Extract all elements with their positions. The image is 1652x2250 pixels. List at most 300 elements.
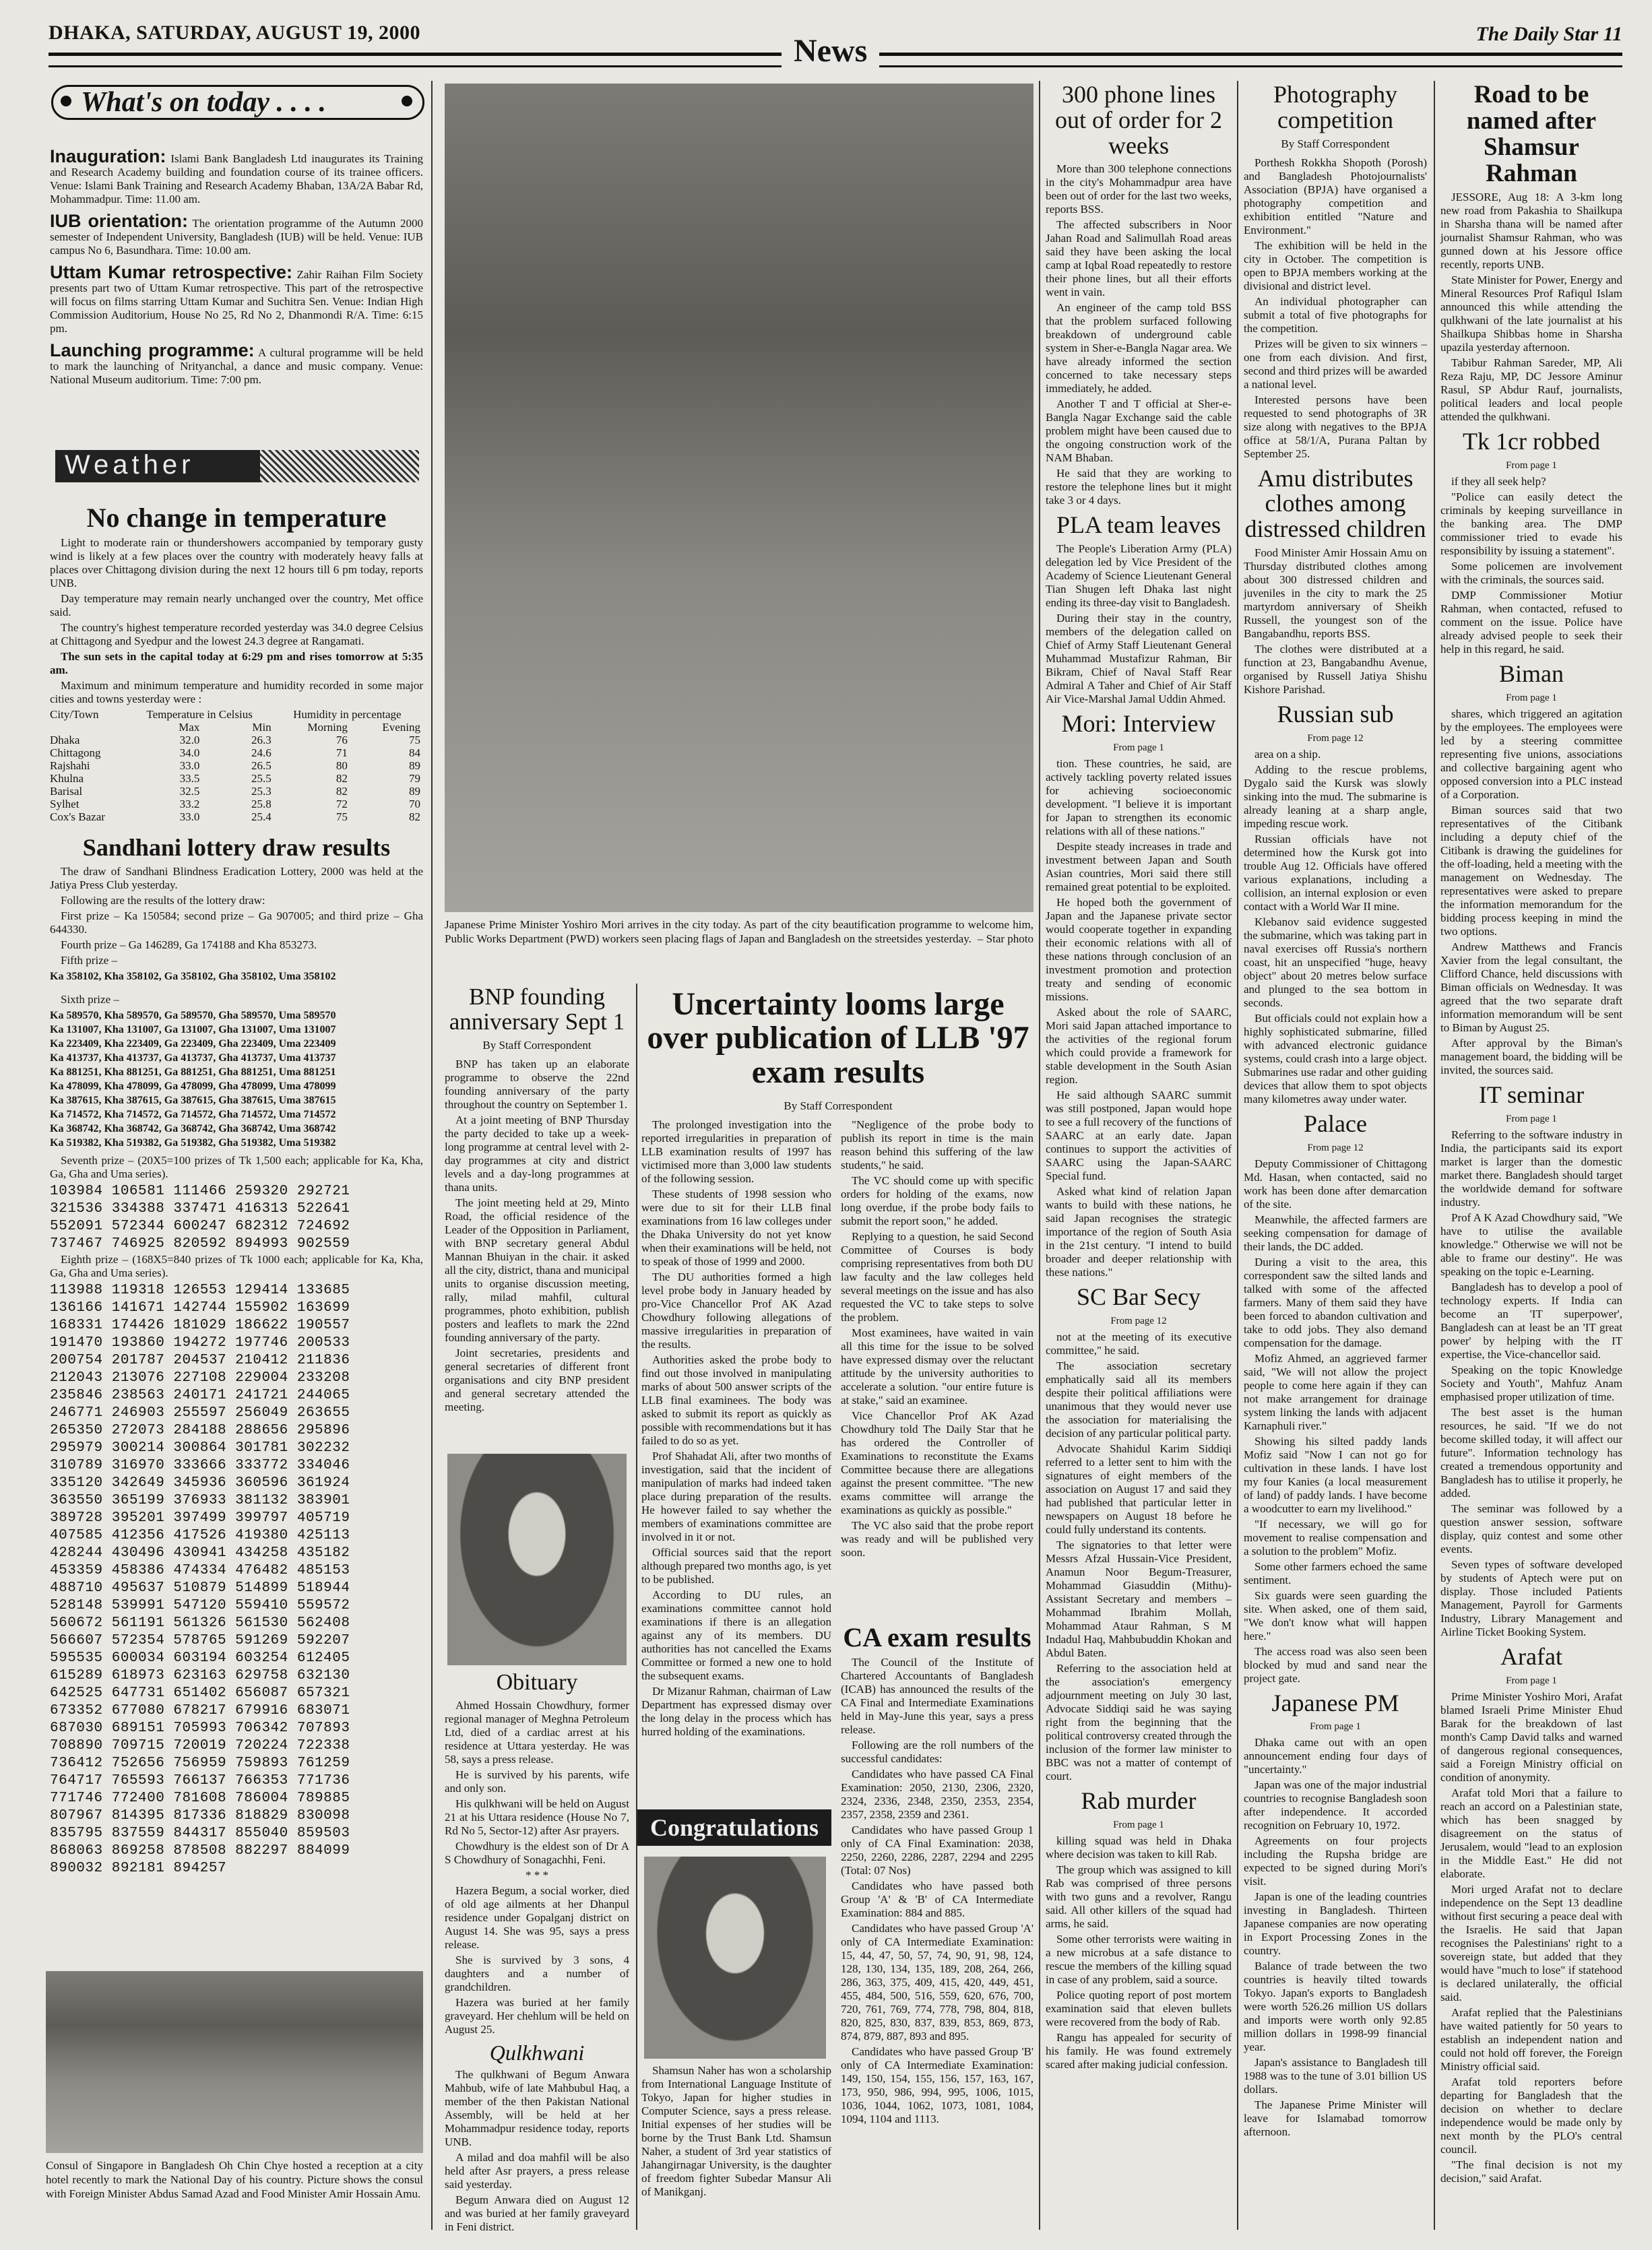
russian-sub-headline: Russian sub	[1277, 700, 1394, 728]
paragraph: The People's Liberation Army (PLA) delegation led by Vice President of the Academy of Science Lieutenant General Tian Shugen left Dhaka last night ending its three-day visit to Bangladesh.	[1046, 542, 1232, 610]
paragraph: Japan was one of the major industrial countries to recognise Bangladesh soon after independence. It accorded recognition on February 10, 1972.	[1244, 1778, 1427, 1832]
paragraph: Shamsun Naher has won a scholarship from International Language Institute of Tokyo, Japan for higher studies in Computer Science, says a press release. Initial expenses of her studies will be borne by the Trust Bank Ltd. Shamsun Naher, a student of 3rd year statistics of Jahangirnagar University, is the daughter of freedom fighter Subedar Mansur Ali of Manikganj.	[641, 2064, 831, 2198]
photo-credit: – Star photo	[977, 932, 1034, 945]
section-title: News	[782, 32, 879, 69]
weather-cell: 80	[336, 759, 348, 772]
weather-cell: Rajshahi	[50, 759, 90, 772]
eighth-label: Eighth prize – (168X5=840 prizes of Tk 1000 each; applicable for Ka, Kha, Ga, Gha and Uma series).	[50, 1252, 423, 1279]
paragraph: Balance of trade between the two countries is heavily tilted towards Tokyo. Japan's exports to Bangladesh were worth 526.26 million US dollars and imports were worth only 92.85 million dollars in 1998-99 financial year.	[1244, 1960, 1427, 2054]
whats-on-title: What's on today . . . .	[81, 87, 327, 118]
prize-number-row: Ka 519382, Kha 519382, Ga 519382, Gha 519382, Uma 519382	[50, 1136, 336, 1149]
paragraph: State Minister for Power, Energy and Mineral Resources Prof Rafiqul Islam announced this while attending the qulkhwani of the late journalist at his Shailkupa Shibbas home in Sharsha upazila yesterday afternoon.	[1440, 274, 1622, 354]
lottery-headline: Sandhani lottery draw results	[82, 834, 391, 861]
paragraph: He said although SAARC summit was still postponed, Japan would hope to see a full recovery of the functions of SAARC at an early date. Japan continues to support the activities of SAARC using the Japan-SAARC Special fund.	[1046, 1088, 1232, 1182]
sub-morning: Morning	[307, 721, 348, 734]
lottery-story	[50, 835, 423, 1960]
jump-line: From page 12	[1307, 732, 1364, 744]
paragraph: Referring to the association held at the association's emergency adjournment meeting on July 30 last, Advocate Siddiqi said he was saying right from the beginning that the political controversy created through the inclusion of the former law minister to BBC was not a matter of contempt of court.	[1046, 1661, 1232, 1782]
paragraph: tion. These countries, he said, are actively tackling poverty related issues for achieving socioeconomic development. "I believe it is important for Japan to strengthen its economic relations with all of these nations."	[1046, 757, 1232, 837]
item-label: Uttam Kumar retrospective:	[50, 262, 293, 282]
col-temp: Temperature in Celsius	[146, 708, 253, 721]
japanese-pm-headline: Japanese PM	[1271, 1689, 1399, 1716]
prize-number-row: Ka 881251, Kha 881251, Ga 881251, Gha 881251, Uma 881251	[50, 1066, 336, 1078]
paragraph: After approval by the Biman's management board, the bidding will be invited, the sources said.	[1440, 1036, 1622, 1076]
paragraph: Arafat told Mori that a failure to reach an accord on a Palestinian state, which has been snagged by disagreement on the status of Jerusalem, would "lead to an explosion in the Middle East." He did not elaborate.	[1440, 1786, 1622, 1880]
column-five	[1244, 82, 1427, 2231]
llb-byline: By Staff Correspondent	[784, 1099, 893, 1112]
paragraph: Prime Minister Yoshiro Mori, Arafat blamed Israeli Prime Minister Ehud Barak for the breakdown of last month's Camp David talks and warned of dangerous regional consequences, said a Foreign Ministry official on condition of anonymity.	[1440, 1690, 1622, 1784]
jump-line: From page 1	[1506, 692, 1557, 703]
paragraph: Prizes will be given to six winners – one from each division. And first, second and third prizes will be awarded a national level.	[1244, 337, 1427, 391]
prize-number-row: 560672 561191 561326 561530 562408	[50, 1615, 350, 1631]
paragraph: Replying to a question, he said Second Committee of Courses is body comprising representatives from both DU law faculty and the law colleges held several meetings on the issue and has also requested the VC to take steps to solve the problem.	[841, 1230, 1034, 1324]
paragraph: Mori urged Arafat not to declare independence on the Sept 13 deadline without first securing a peace deal with the Israelis. He said that Japan recognises the Palestinians' right to a sovereign state, but added that they would have "much to lose" if statehood is declared unilaterally, the official said.	[1440, 1882, 1622, 2003]
paragraph: During a visit to the area, this correspondent saw the silted lands and talked with some of the affected farmers. Many of them said they have been forced to abandon cultivation and take to odd jobs. They also demand compensation for the damage.	[1244, 1255, 1427, 1349]
paragraph: Chowdhury is the eldest son of Dr A S Chowdhury of Sonagachhi, Feni.	[445, 1839, 629, 1866]
prize-number-row: 771746 772400 781608 786004 789885	[50, 1790, 350, 1806]
jump-line: From page 1	[1310, 1721, 1361, 1733]
phone-headline: 300 phone lines out of order for 2 weeks	[1055, 81, 1222, 159]
paragraph: The joint meeting held at 29, Minto Road, the official residence of the Leader of the Opposition in Parliament, with BNP secretary general Abdul Mannan Bhuiyan in the chair. it asked all the city, district, thana and municipal units to organise discussion meeting, rally, milad mahfil, cultural programmes, photo exhibition, publish posters and leaflets to mark the 22nd founding anniversary of the party.	[445, 1196, 629, 1344]
paragraph: Fourth prize – Ga 146289, Ga 174188 and Kha 853273.	[61, 938, 317, 951]
weather-rows	[50, 734, 423, 823]
paragraph: Candidates who have passed both Group 'A' & 'B' of CA Intermediate Examination: 884 and 885.	[841, 1879, 1034, 1919]
arafat-headline: Arafat	[1500, 1642, 1562, 1670]
weather-cell: Sylhet	[50, 798, 80, 810]
weather-cell: 72	[336, 798, 348, 810]
sub-evening: Evening	[382, 721, 420, 734]
prize-number-row: Ka 387615, Kha 387615, Ga 387615, Gha 387615, Uma 387615	[50, 1094, 336, 1106]
weather-row	[50, 759, 423, 772]
weather-cell: 33.2	[179, 798, 200, 810]
item-text: Islami Bank Bangladesh Ltd inaugurates its Training and Research Academy building and foundation course of its trainee officers. Venue: Islami Bank Training and Research Academy Bhaban, 13A/2A Babar Rd, Mohammadpur. Time: 11.00 am.	[50, 152, 424, 205]
prize-number-row: 310789 316970 333666 333772 334046	[50, 1457, 350, 1473]
column-rule	[1434, 81, 1435, 2230]
weather-cell: Chittagong	[50, 746, 101, 759]
consul-reception-photo	[46, 1971, 423, 2153]
sixth-label: Sixth prize –	[61, 992, 119, 1006]
weather-row	[50, 798, 423, 810]
paragraph: "The final decision is not my decision," said Arafat.	[1440, 2158, 1622, 2185]
column-four	[1046, 82, 1232, 2231]
paragraph: Joint secretaries, presidents and general secretaries of different front organisations and city BNP president and general secretary attended the meeting.	[445, 1346, 629, 1413]
paragraph: Six guards were seen guarding the site. When asked, one of them said, "We don't know what will happen here."	[1244, 1588, 1427, 1642]
scbar-headline: SC Bar Secy	[1077, 1283, 1201, 1310]
paragraph: The exhibition will be held in the city in October. The competition is open to BPJA members working at the divisional and district level.	[1244, 238, 1427, 292]
prize-number-row: 113988 119318 126553 129414 133685	[50, 1282, 350, 1298]
jump-line: From page 1	[1506, 1113, 1557, 1124]
prize-number-row: 453359 458386 474334 476482 485153	[50, 1562, 350, 1578]
prize-number-row: 235846 238563 240171 241721 244065	[50, 1387, 350, 1403]
prize-number-row: 168331 174426 181029 186622 190557	[50, 1317, 350, 1333]
ca-story	[841, 1624, 1034, 2230]
prize-number-row: 595535 600034 603194 603254 612405	[50, 1650, 350, 1666]
prize-number-row: 200754 201787 204537 210412 211836	[50, 1352, 350, 1368]
prize-number-row: 737467 746925 820592 894993 902559	[50, 1235, 350, 1252]
sub-min: Min	[252, 721, 272, 734]
paragraph: The Japanese Prime Minister will leave for Islamabad tomorrow afternoon.	[1244, 2098, 1427, 2139]
paragraph: He is survived by his parents, wife and only son.	[445, 1768, 629, 1795]
paragraph: Some policemen are involvement with the criminals, the sources said.	[1440, 560, 1622, 587]
paragraph: Hazera Begum, a social worker, died of old age ailments at her Dhanpul residence under Gopalganj district on August 14. She was 95, says a press release.	[445, 1884, 629, 1951]
weather-row	[50, 810, 423, 823]
paragraph: Dhaka came out with an open announcement ending four days of "uncertainty."	[1244, 1736, 1427, 1776]
paragraph: Candidates who have passed CA Final Examination: 2050, 2130, 2306, 2320, 2324, 2336, 2348, 2350, 2353, 2354, 2357, 2358, 2359 and 2361.	[841, 1768, 1034, 1821]
paragraph: Candidates who have passed Group 'A' only of CA Intermediate Examination: 15, 44, 47, 50, 57, 74, 90, 91, 98, 124, 128, 130, 134, 135, 189, 208, 264, 266, 286, 363, 375, 409, 415, 420, 449, 451, 455, 484, 500, 516, 559, 620, 676, 700, 720, 761, 769, 774, 778, 798, 804, 818, 820, 825, 830, 837, 839, 853, 869, 873, 874, 879, 887, 893 and 895.	[841, 1922, 1034, 2043]
prize-number-row: Ka 131007, Kha 131007, Ga 131007, Gha 131007, Uma 131007	[50, 1023, 336, 1035]
prize-number-row: Ka 589570, Kha 589570, Ga 589570, Gha 589570, Uma 589570	[50, 1009, 336, 1021]
qulkhwani-headline: Qulkhwani	[489, 2040, 585, 2065]
paragraph: Light to moderate rain or thundershowers accompanied by temporary gusty wind is likely at a few places over the country with moderately heavy falls at places over Chittagong division during the next 12 hours till 6 pm today, reports UNB.	[50, 536, 423, 589]
paragraph: DMP Commissioner Motiur Rahman, when contacted, refused to comment on the issue. Police have already advised people to seek their help in this regard, he said.	[1440, 589, 1622, 656]
paragraph: The Council of the Institute of Chartered Accountants of Bangladesh (ICAB) has announced the results of the CA Final and Intermediate Examinations held in May-June this year, says a press release.	[841, 1656, 1034, 1736]
paragraph: Adding to the rescue problems, Dygalo said the Kursk was slowly sinking into the mud. The submarine is already leaning at a sharp angle, impeding rescue work.	[1244, 763, 1427, 830]
weather-table	[50, 708, 423, 823]
prize-number-row: 552091 572344 600247 682312 724692	[50, 1218, 350, 1234]
paragraph: Ahmed Hossain Chowdhury, former regional manager of Meghna Petroleum Ltd, died of a cardiac arrest at his residence at Uttara yesterday. He was 58, says a press release.	[445, 1698, 629, 1766]
jump-line: From page 1	[1506, 460, 1557, 472]
paragraph: During their stay in the country, members of the delegation called on Chief of Army Staff Lieutenant General Muhammad Mustafizur Rahman, Bir Bikram, Chief of Naval Staff Rear Admiral A Taher and Chief of Air Staff Air Vice-Marshal Jamal Uddin Ahmed.	[1046, 612, 1232, 706]
paragraph: Seven types of software developed by students of Aptech were put on display. Those included Patients Management, Payroll for Garments Industry, Library Management and Airline Ticket Booking System.	[1440, 1557, 1622, 1638]
obituary-portrait	[447, 1454, 627, 1665]
paragraph: Referring to the software industry in India, the participants said its export market is larger than the domestic market there. Bangladesh should target the worldwide demand for software industry.	[1440, 1128, 1622, 1209]
paragraph: More than 300 telephone connections in the city's Mohammadpur area have been out of order for the last two weeks, reports BSS.	[1046, 162, 1232, 216]
paragraph: Japan is one of the leading countries investing in Bangladesh. Thirteen Japanese companies are now operating in Export Processing Zones in the country.	[1244, 1890, 1427, 1958]
paragraph: Andrew Matthews and Francis Xavier from the legal consultant, the Clifford Chance, held discussions with Biman officials on Wednesday. It was agreed that the two separate draft information memorandum will be sent to Biman by August 25.	[1440, 940, 1622, 1034]
paragraph: The association secretary emphatically said all its members despite their political affiliations were unanimous that they would never use the association for materialising the decision of any particular political party.	[1046, 1359, 1232, 1440]
pla-headline: PLA team leaves	[1056, 511, 1221, 539]
prize-number-row: 807967 814395 817336 818829 830098	[50, 1807, 350, 1824]
prize-number-row: Ka 478099, Kha 478099, Ga 478099, Gha 478099, Uma 478099	[50, 1080, 336, 1092]
paragraph: Biman sources said that two representatives of the Citibank including a deputy chief of the Citibank is drawing the guidelines for the off-loading, held a meeting with the management on Wednesday. The representatives were asked to prepare the information memorandum for the bidding process keeping in mind the two options.	[1440, 803, 1622, 938]
weather-story	[50, 504, 423, 831]
paragraph: Most examinees, have waited in vain all this time for the issue to be solved have expressed dismay over the reluctant attitude by the university authorities to accelerate a solution. "our entire future is at stake," said an examinee.	[841, 1326, 1034, 1407]
paragraph: Hazera was buried at her family graveyard. Her chehlum will be held on August 25.	[445, 1995, 629, 2036]
amu-headline: Amu distributes clothes among distressed children	[1244, 464, 1426, 543]
col-humidity: Humidity in percentage	[293, 708, 402, 721]
weather-cell: 71	[336, 746, 348, 759]
bnp-headline: BNP founding anniversary Sept 1	[449, 984, 625, 1035]
paragraph: The draw of Sandhani Blindness Eradication Lottery, 2000 was held at the Jatiya Press Club yesterday.	[50, 864, 423, 891]
scholar-portrait	[644, 1857, 826, 2059]
jump-line: From page 1	[1113, 742, 1164, 753]
weather-cell: 76	[336, 734, 348, 746]
weather-cell: 25.4	[251, 810, 272, 823]
weather-cell: 79	[409, 772, 420, 785]
prize-number-row: 191470 193860 194272 197746 200533	[50, 1335, 350, 1351]
column-rule	[636, 984, 637, 2230]
prize-number-row: 428244 430496 430941 434258 435182	[50, 1545, 350, 1561]
paragraph: JESSORE, Aug 18: A 3-km long new road from Pakashia to Shailkupa in Sharsha thana will be named after journalist Shamsur Rahman, who was gunned down at his Jessore office recently, reports UNB.	[1440, 191, 1622, 271]
prize-number-row: 389728 395201 397499 399797 405719	[50, 1510, 350, 1526]
paragraph: Begum Anwara died on August 12 and was buried at her family graveyard in Feni district.	[445, 2193, 629, 2234]
paragraph: Authorities asked the probe body to find out those involved in manipulating marks of about 500 answer scripts of the LLB final examinees. The body was asked to submit its report as quickly as possible with recommendations but it has failed to do so as yet.	[641, 1353, 831, 1447]
prize-number-row: Ka 368742, Kha 368742, Ga 368742, Gha 368742, Uma 368742	[50, 1122, 336, 1134]
paragraph: He said that they are working to restore the telephone lines but it might take 3 or 4 days.	[1046, 467, 1232, 507]
page-date: DHAKA, SATURDAY, AUGUST 19, 2000	[49, 22, 420, 44]
prize-number-row: 335120 342649 345936 360596 361924	[50, 1475, 350, 1491]
paragraph: But officials could not explain how a highly sophisticated submarine, filled with advanced electronic guidance systems, could crash into a large object. Submarines use radar and other guiding devices that allow them to spot objects many kilometres away under water.	[1244, 1011, 1427, 1105]
paragraph: An engineer of the camp told BSS that the problem surfaced following breakdown of underground cable system in Sher-e-Bangla Nagar area. We have already informed the section concerned to take necessary steps immediately, he added.	[1046, 301, 1232, 395]
prize-number-row: 764717 765593 766137 766353 771736	[50, 1772, 350, 1789]
prize-number-row: 687030 689151 705993 706342 707893	[50, 1720, 350, 1736]
paragraph: His qulkhwani will be held on August 21 at his Uttara residence (House No 7, Rd No 5, Sector-12) after Asr prayers.	[445, 1797, 629, 1837]
prize-number-row: 295979 300214 300864 301781 302232	[50, 1440, 350, 1456]
weather-cell: 70	[409, 798, 420, 810]
column-rule	[431, 81, 433, 2230]
paragraph: Klebanov said evidence suggested the submarine, which was taking part in naval exercises off Russia's northern coast, hit an unspecified "huge, heavy object" about 20 metres below surface and plunged to the sea bottom in seconds.	[1244, 915, 1427, 1009]
prize-number-row: 103984 106581 111466 259320 292721	[50, 1183, 350, 1199]
paragraph: Agreements on four projects including the Rupsha bridge are expected to be signed during Mori's visit.	[1244, 1834, 1427, 1888]
paragraph: if they all seek help?	[1451, 475, 1546, 488]
banner-hatch	[260, 450, 419, 482]
tk1cr-headline: Tk 1cr robbed	[1463, 428, 1600, 455]
prize-number-row: Ka 413737, Kha 413737, Ga 413737, Gha 413737, Uma 413737	[50, 1052, 336, 1064]
jump-line: From page 12	[1110, 1315, 1167, 1326]
paragraph: A milad and doa mahfil will be also held after Asr prayers, a press release said yesterday.	[445, 2151, 629, 2191]
paragraph: He hoped both the government of Japan and the Japanese private sector would cooperate together in expanding their economic relations with all of these nations through conclusion of an investment promotion and protection treaty and sending of economic missions.	[1046, 895, 1232, 1003]
sun-times: The sun sets in the capital today at 6:29 pm and rises tomorrow at 5:35 am.	[50, 650, 423, 676]
paragraph: Day temperature may remain nearly unchanged over the country, Met office said.	[50, 592, 423, 618]
obituary-headline: Obituary	[496, 1670, 578, 1695]
prize-number-row: 265350 272073 284188 288656 295896	[50, 1422, 350, 1438]
masthead-page-number: The Daily Star 11	[1475, 23, 1622, 45]
paragraph: BNP has taken up an elaborate programme to observe the 22nd founding anniversary of the party throughout the country on September 1.	[445, 1057, 629, 1111]
prize-number-row: 835795 837559 844317 855040 859503	[50, 1825, 350, 1841]
prize-number-row: 566607 572354 578765 591269 592207	[50, 1632, 350, 1648]
rab-headline: Rab murder	[1081, 1787, 1197, 1814]
paragraph: Mofiz Ahmed, an aggrieved farmer said, "We will not allow the project people to come here again if they can not make arrangement for drainage system linking the lands with adjacent Karnaphuli river."	[1244, 1351, 1427, 1432]
paragraph: The affected subscribers in Noor Jahan Road and Salimullah Road areas said they have been asking the local camp at Iqbal Road repeatedly to restore their phone lines, but all their efforts went in vain.	[1046, 218, 1232, 299]
weather-cell: 33.5	[179, 772, 200, 785]
weather-cell: 34.0	[179, 746, 200, 759]
seventh-prize-numbers	[50, 1183, 423, 1253]
weather-title: Weather	[65, 450, 195, 480]
paragraph: Dr Mizanur Rahman, chairman of Law Department has expressed dismay over the long delay in the process which has hurred holding of the examinations.	[641, 1685, 831, 1738]
bullet-icon	[61, 96, 71, 106]
weather-cell: 32.5	[179, 785, 200, 798]
weather-cell: 33.0	[179, 810, 200, 823]
prize-number-row: 736412 752656 756959 759893 761259	[50, 1755, 350, 1771]
prize-number-row: 528148 539991 547120 559410 559572	[50, 1597, 350, 1613]
llb-headline: Uncertainty looms large over publication of LLB '97 exam results	[647, 986, 1029, 1090]
prize-number-row: 321536 334388 337471 416313 522641	[50, 1200, 350, 1217]
sub-max: Max	[179, 721, 200, 734]
weather-row	[50, 772, 423, 785]
paragraph: The seminar was followed by a question answer session, software display, quiz contest and some other events.	[1440, 1502, 1622, 1555]
weather-cell: 82	[409, 810, 420, 823]
weather-cell: 25.3	[251, 785, 272, 798]
jump-line: From page 1	[1113, 1819, 1164, 1830]
jump-line: From page 12	[1307, 1142, 1364, 1153]
paragraph: Some other terrorists were waiting in a new microbus at a safe distance to rescue the members of the killing squad in case of any problem, said a source.	[1046, 1932, 1232, 1986]
paragraph: She is survived by 3 sons, 4 daughters and a number of grandchildren.	[445, 1953, 629, 1993]
weather-cell: Dhaka	[50, 734, 80, 746]
paragraph: Interested persons have been requested to send photographs of 3R size along with negatives to the BPJA office at 58/1/A, Purana Paltan by September 25.	[1244, 393, 1427, 460]
paragraph: The clothes were distributed at a function at 23, Bangabandhu Avenue, organised by Russell Jatiya Shishu Kishore Parishad.	[1244, 642, 1427, 696]
paragraph: Porthesh Rokkha Shopoth (Porosh) and Bangladesh Photojournalists' Association (BPJA) have organised a photography competition and exhibition entitled "Nature and Environment."	[1244, 156, 1427, 236]
prize-number-row: 488710 495637 510879 514899 518944	[50, 1580, 350, 1596]
paragraph: killing squad was held in Dhaka where decision was taken to kill Rab.	[1046, 1834, 1232, 1861]
prize-number-row: Ka 223409, Kha 223409, Ga 223409, Gha 223409, Uma 223409	[50, 1037, 336, 1050]
prize-number-row: 642525 647731 651402 656087 657321	[50, 1685, 350, 1701]
paragraph: Police quoting report of post mortem examination said that eleven bullets were recovered from the body of Rab.	[1046, 1988, 1232, 2028]
paragraph: Rangu has appealed for security of his family. He was found extremely scared after making judicial confession.	[1046, 2030, 1232, 2071]
flags-photo	[445, 84, 1034, 912]
paragraph: Prof Shahadat Ali, after two months of investigation, said that the incident of manipulation of marks had indeed taken place during preparation of the results. He however failed to say whether the members of examinations committee are involved in it or not.	[641, 1450, 831, 1543]
mori-headline: Mori: Interview	[1061, 710, 1216, 738]
paragraph: Official sources said that the report although prepared two months ago, is yet to be published.	[641, 1546, 831, 1586]
paragraph: Vice Chancellor Prof AK Azad Chowdhury told The Daily Star that he has ordered the Controller of Examinations to reconstitute the Exams Committee because there are allegations against the present committee. "The new exams committee will arrange the examinations as quickly as possible."	[841, 1409, 1034, 1516]
prize-number-row: 136166 141671 142744 155902 163699	[50, 1299, 350, 1316]
paragraph: The country's highest temperature recorded yesterday was 34.0 degree Celsius at Chittagong and Syedpur and the lowest 24.3 degree at Rangamati.	[50, 621, 423, 647]
weather-cell: 25.8	[251, 798, 272, 810]
paragraph: The VC should come up with specific orders for holding of the exams, now long overdue, if the probe body fails to submit the report soon," he added.	[841, 1174, 1034, 1227]
paragraph: Candidates who have passed Group 1 only of CA Final Examination: 2038, 2250, 2260, 2286, 2287, 2294 and 2295 (Total: 07 Nos)	[841, 1824, 1034, 1877]
paragraph: Following are the results of the lottery draw:	[61, 893, 265, 907]
item-text: A cultural programme will be held to mark the launching of Nrityanchal, a dance and music company. Venue: National Museum auditorium. Time: 7:00 pm.	[50, 346, 423, 386]
byline: By Staff Correspondent	[1281, 137, 1390, 150]
weather-cell: Khulna	[50, 772, 84, 785]
weather-cell: Cox's Bazar	[50, 810, 105, 823]
fifth-label: Fifth prize –	[61, 953, 118, 967]
paragraph: Speaking on the topic Knowledge Society and Youth", Mahfuz Anam emphasised proper utilization of time.	[1440, 1363, 1622, 1403]
paragraph: Tabibur Rahman Sareder, MP, Ali Reza Raju, MP, DC Jessore Aminur Rasul, SP Abdur Rauf, journalists, political leaders and local people attended the qulkhwani.	[1440, 356, 1622, 424]
palace-headline: Palace	[1304, 1110, 1367, 1137]
jump-line: From page 1	[1506, 1675, 1557, 1686]
weather-cell: 26.3	[251, 734, 272, 746]
prize-number-row: 212043 213076 227108 229004 233208	[50, 1370, 350, 1386]
weather-cell: 84	[409, 746, 420, 759]
weather-row	[50, 734, 423, 746]
weather-cell: 89	[409, 759, 420, 772]
paragraph: Despite steady increases in trade and investment between Japan and South Asian countries, Mori said there still remained great potential to be exploited.	[1046, 839, 1232, 893]
prize-number-row: 673352 677080 678217 679916 683071	[50, 1702, 350, 1718]
paragraph: The DU authorities formed a high level probe body in January headed by pro-Vice Chancellor Prof AK Azad Chowdhury following allegations of massive irregularities in preparation of the results.	[641, 1271, 831, 1351]
col-city: City/Town	[50, 708, 99, 721]
weather-cell: 82	[336, 785, 348, 798]
weather-row	[50, 746, 423, 759]
flags-photo-caption	[445, 918, 1034, 975]
weather-cell: Barisal	[50, 785, 83, 798]
byline: By Staff Correspondent	[482, 1038, 592, 1052]
paragraph: The access road was also seen been blocked by mud and sand near the project gate.	[1244, 1644, 1427, 1685]
paragraph: First prize – Ka 150584; second prize – Ga 907005; and third prize – Gha 644330.	[50, 909, 423, 936]
weather-cell: 33.0	[179, 759, 200, 772]
eighth-prize-numbers	[50, 1282, 423, 1877]
caption-text: Japanese Prime Minister Yoshiro Mori arrives in the city today. As part of the city beautification programme to welcome him, Public Works Department (PWD) workers seen placing flags of Japan and Bangladesh on the streetsides yesterday.	[445, 918, 1034, 945]
item-label: Launching programme:	[50, 340, 255, 360]
paragraph: shares, which triggered an agitation by the employees. The employees were led by a steering committee representing five unions, associations and collective bargaining agent who opposed conversion into a PLC instead of a Corporation.	[1440, 707, 1622, 801]
paragraph: Russian officials have not determined how the Kursk got into trouble Aug 12. Officials have offered various explanations, including a collision, an internal explosion or even contact with a World War II mine.	[1244, 832, 1427, 913]
weather-cell: 24.6	[251, 746, 272, 759]
weather-cell: 82	[336, 772, 348, 785]
fifth-prize-numbers: Ka 358102, Kha 358102, Ga 358102, Gha 358102, Uma 358102	[50, 970, 336, 982]
paragraph: Advocate Shahidul Karim Siddiqi referred to a letter sent to him with the signatures of eight members of the association on August 17 and said they had published that particular letter in newspapers on August 18 before he could fully understand its contents.	[1046, 1442, 1232, 1536]
paragraph: At a joint meeting of BNP Thursday the party decided to take up a week-long programme at central level with 2-day programmes at city and district levels and a day-long programmes at thana units.	[445, 1113, 629, 1194]
item-text: Zahir Raihan Film Society presents part two of Uttam Kumar retrospective. This part of the retrospective will focus on films starring Uttam Kumar and Suchitra Sen. Venue: Indian High Commission Auditorium, House No 25, Rd No 2, Dhanmondi R/A. Time: 6:15 pm.	[50, 268, 423, 335]
paragraph: area on a ship.	[1254, 747, 1321, 761]
paragraph: The prolonged investigation into the reported irregularities in preparation of LLB examination results of 1997 has victimised more than 3,000 law students of the following session.	[641, 1118, 831, 1185]
column-rule	[1039, 81, 1040, 2230]
prize-number-row: 868063 869258 878508 882297 884099	[50, 1842, 350, 1859]
seventh-label: Seventh prize – (20X5=100 prizes of Tk 1,500 each; applicable for Ka, Kha, Ga, Gha and Uma series).	[50, 1153, 423, 1180]
paragraph: Asked what kind of relation Japan wants to build with these nations, he said Japan recognises the strategic importance of the region of South Asia in the 21st century. "I intend to build broader and deeper relationship with these nations."	[1046, 1184, 1232, 1279]
photo-comp-headline: Photography competition	[1273, 81, 1397, 133]
llb-column-1	[641, 1118, 831, 1826]
prize-number-row: 708890 709715 720019 720224 722338	[50, 1737, 350, 1754]
paragraph: According to DU rules, an examinations committee cannot hold examinations if there is an allegation against any of its members. DU authorities has not cancelled the Exams Committee or formed a new one to hold the subsequent exams.	[641, 1588, 831, 1682]
weather-headline: No change in temperature	[86, 503, 387, 533]
paragraph: Candidates who have passed Group 'B' only of CA Intermediate Examination: 149, 150, 154, 155, 156, 157, 163, 167, 173, 950, 986, 994, 995, 1006, 1015, 1036, 1044, 1062, 1073, 1081, 1084, 1094, 1104 and 1113.	[841, 2045, 1034, 2125]
paragraph: not at the meeting of its executive committee," he said.	[1046, 1330, 1232, 1357]
paragraph: Following are the roll numbers of the successful candidates:	[841, 1739, 1034, 1765]
item-label: IUB orientation:	[50, 211, 188, 231]
weather-cell: 25.5	[251, 772, 272, 785]
paragraph: Showing his silted paddy lands Mofiz said "Now I can not go for cultivation in these lands. I have lost my four Kanies (a local measurement of land) of paddy lands. I have become a woodcutter to earn my livelihood."	[1244, 1434, 1427, 1515]
item-text: The orientation programme of the Autumn 2000 semester of Independent University, Bangladesh (IUB) will be held. Venue: IUB campus No 6, Basundhara. Time: 10.00 am.	[50, 217, 423, 257]
weather-cell: 32.0	[179, 734, 200, 746]
weather-cell: 89	[409, 785, 420, 798]
paragraph: Bangladesh has to develop a pool of technology experts. If India can become an 'IT superpower', Bangladesh can at least be an 'IT great power' by helping with the IT expertise, the Vice-chancellor said.	[1440, 1280, 1622, 1361]
road-headline: Road to be named after Shamsur Rahman	[1466, 81, 1597, 187]
paragraph: An individual photographer can submit a total of five photographs for the competition.	[1244, 294, 1427, 335]
prize-number-row: 615289 618973 623163 629758 632130	[50, 1667, 350, 1683]
paragraph: "Police can easily detect the criminals by keeping surveillance in the banking area. The DMP commissioner tried to evade his responsibility by issuing a statement".	[1440, 490, 1622, 558]
paragraph: The group which was assigned to kill Rab was comprised of three persons with two guns and a revolver, Rangu said. All other killers of the squad had arms, he said.	[1046, 1863, 1232, 1930]
paragraph: Arafat told reporters before departing for Bangladesh that the decision on whether to declare independence would be made only by next month by the PLO's central council.	[1440, 2075, 1622, 2156]
paragraph: The VC also said that the probe report was ready and will be published very soon.	[841, 1519, 1034, 1559]
prize-number-row: 363550 365199 376933 381132 383901	[50, 1492, 350, 1508]
weather-cell: 75	[409, 734, 420, 746]
paragraph: The qulkhwani of Begum Anwara Mahbub, wife of late Mahbubul Haq, a member of the then Pakistan National Assembly, will be held at her Mohammadpur residence today, reports UNB.	[445, 2068, 629, 2149]
sixth-prize-numbers	[50, 1008, 423, 1150]
prize-number-row: Ka 714572, Kha 714572, Ga 714572, Gha 714572, Uma 714572	[50, 1108, 336, 1120]
paragraph: Another T and T official at Sher-e-Bangla Nagar Exchange said the cable problem might have been caused due to the ongoing construction work of the NAM Bhaban.	[1046, 397, 1232, 465]
consul-caption: Consul of Singapore in Bangladesh Oh Chin Chye hosted a reception at a city hotel recently to mark the National Day of his country. Picture shows the consul with Foreign Minister Abdus Samad Azad and Food Minister Amir Hossain Amu.	[46, 2159, 423, 2200]
paragraph: Meanwhile, the affected farmers are seeking compensation for damage of their lands, the DC added.	[1244, 1213, 1427, 1253]
weather-cell: 75	[336, 810, 348, 823]
paragraph: Japan's assistance to Bangladesh till 1988 was to the tune of 3.01 billion US dollars.	[1244, 2056, 1427, 2096]
ca-headline: CA exam results	[843, 1622, 1031, 1652]
bullet-icon	[402, 96, 412, 106]
obituary-story	[445, 1670, 629, 2234]
llb-column-2	[841, 1118, 1034, 1617]
congratulations-caption	[641, 2064, 831, 2230]
paragraph: "If necessary, we will go for movement to realise compensation and a solution to the problem" Mofiz.	[1244, 1517, 1427, 1557]
prize-number-row: 407585 412356 417526 419380 425113	[50, 1527, 350, 1543]
column-six	[1440, 82, 1622, 2231]
weather-row	[50, 785, 423, 798]
paragraph: Prof A K Azad Chowdhury said, "We have to utilise the available knowledge." Otherwise we will not be able to frame our destiny". He was speaking on the topic e-Learning.	[1440, 1211, 1622, 1278]
paragraph: The signatories to that letter were Messrs Afzal Hussain-Vice President, Anamun Noor Begum-Treasurer, Mohammad Giasuddin (Mithu)-Assistant Secretary and members – Mohammad Ibrahim Mollah, Mohammad Ataur Rahman, S M Indadul Haq, Mahbubuddin Khokan and Abdul Baten.	[1046, 1538, 1232, 1659]
prize-number-row: 890032 892181 894257	[50, 1860, 227, 1876]
paragraph: Asked about the role of SAARC, Mori said Japan attached importance to the activities of the regional forum which could provide a framework for stable development in the South Asian region.	[1046, 1005, 1232, 1086]
paragraph: The best asset is the human resources, he said. "If we do not become skilled today, it will affect our future". Information technology has created a tremendous opportunity and Bangladesh has to utilise it properly, he added.	[1440, 1405, 1622, 1500]
paragraph: "Negligence of the probe body to publish its report in time is the main reason behind this suffering of the law students," he said.	[841, 1118, 1034, 1171]
it-seminar-headline: IT seminar	[1478, 1081, 1585, 1108]
paragraph: Arafat replied that the Palestinians have waited patiently for 50 years to establish an independent nation and could not hold off forever, the Foreign Ministry official said.	[1440, 2005, 1622, 2073]
paragraph: Food Minister Amir Hossain Amu on Thursday distributed clothes among about 300 distressed children and juveniles in the city to mark the 25 martyrdom anniversary of Sheikh Russell, the youngest son of the Bangabandhu, reports BSS.	[1244, 546, 1427, 640]
biman-headline: Biman	[1499, 660, 1564, 688]
whats-on-list	[50, 146, 424, 416]
prize-number-row: 246771 246903 255597 256049 263655	[50, 1405, 350, 1421]
paragraph: Maximum and minimum temperature and humidity recorded in some major cities and towns yesterday were :	[50, 679, 423, 705]
paragraph: These students of 1998 session who were due to sit for their LLB final examinations from 16 law colleges under the Dhaka University do not yet know when their examinations will be held, not to speak of those of 1999 and 2000.	[641, 1188, 831, 1268]
item-label: Inauguration:	[50, 146, 166, 166]
weather-cell: 26.5	[251, 759, 272, 772]
paragraph: Deputy Commissioner of Chittagong Md. Hasan, when contacted, said no work has been done after demarcation of the site.	[1244, 1157, 1427, 1211]
